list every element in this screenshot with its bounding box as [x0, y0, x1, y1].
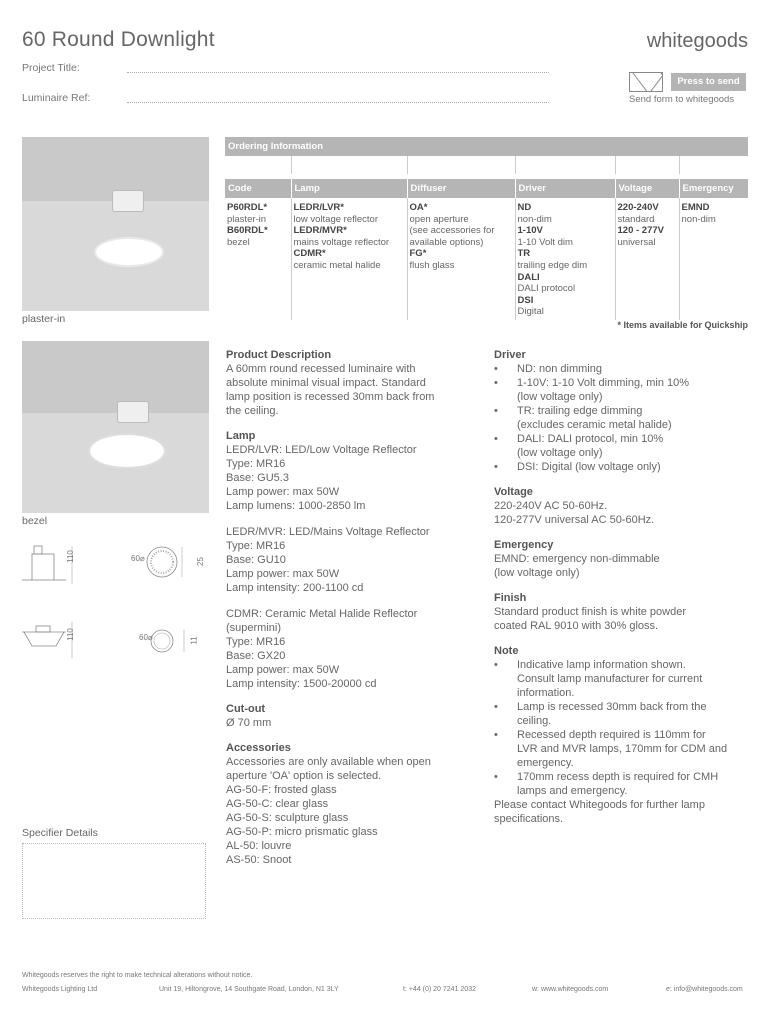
- col-driver: Driver: [515, 179, 615, 198]
- cell-code: P60RDL* plaster-in B60RDL* bezel: [225, 198, 291, 320]
- emergency-option: EMND: [681, 202, 710, 213]
- col-diffuser: Diffuser: [407, 179, 515, 198]
- lamp-heading: Lamp: [226, 430, 256, 442]
- lamp-option: LEDR/LVR*: [293, 202, 344, 213]
- code-option: P60RDL*: [227, 202, 268, 213]
- left-text-column: Product Description A 60mm round recessed luminaire with absolute minimal visual impact. Standard lamp position is recessed 30mm back from the ceiling. Lamp LEDR/LVR: LED/Low Voltage Reflector Type: MR16 Base: GU5.3 Lamp power: max 50W Lamp lumens: 1000-2850 lm LEDR/MVR: LED/Mains Voltage Reflector Type: MR16 Base: GU10 Lamp power: max 50W Lamp intensity: 200-1100 cd CDMR: Ceramic Metal Halide Reflector (supermini) Type: MR16 Base: GX20 Lamp power: max 50W Lamp intensity: 1500-20000 cd Cut-out Ø 70 mm Accessories Accessories are only available when open aperture 'OA' option is selected. AG-50-F: frosted glass AG-50-C: clear glass AG-50-S: sculpture glass AG-50-P: micro prismatic glass AL-50: louvre AS-50: Snoot: [226, 348, 481, 867]
- specifier-details-label: Specifier Details: [22, 827, 98, 839]
- voltage-heading: Voltage: [494, 486, 533, 498]
- project-title-label: Project Title:: [22, 62, 80, 74]
- plaster-in-height-dim: 110: [65, 550, 75, 563]
- footer-web-link[interactable]: w: www.whitegoods.com: [532, 986, 609, 993]
- specifier-details-field[interactable]: [22, 843, 206, 919]
- footer-address: Unit 19, Hiltongrove, 14 Southgate Road, London, N1 3LY: [159, 986, 339, 993]
- driver-heading: Driver: [494, 349, 526, 361]
- footer-phone: t: +44 (0) 20 7241 2032: [403, 986, 476, 993]
- list-item: • Lamp is recessed 30mm back from the ceiling.: [494, 700, 750, 728]
- brand-logo: whitegoods: [646, 30, 748, 52]
- list-item: • Indicative lamp information shown. Consult lamp manufacturer for current information.: [494, 658, 750, 700]
- quickship-note: * Items available for Quickship: [617, 320, 748, 330]
- driver-option: DSI: [517, 294, 534, 306]
- emergency-heading: Emergency: [494, 539, 554, 551]
- bezel-top-drawing: [148, 628, 192, 654]
- note-list: [494, 658, 750, 798]
- driver-option: TR: [517, 248, 531, 260]
- envelope-icon: [629, 72, 663, 92]
- cell-lamp: LEDR/LVR* low voltage reflector LEDR/MVR* mains voltage reflector CDMR* ceramic metal halide: [291, 198, 407, 320]
- col-emergency: Emergency: [679, 179, 748, 198]
- plaster-in-top-drawing: [140, 544, 190, 580]
- bezel-photo: [22, 341, 209, 513]
- bezel-depth-dim: 11: [189, 636, 199, 645]
- footer-disclaimer: Whitegoods reserves the right to make technical alterations without notice.: [22, 972, 253, 979]
- ordering-table: [225, 137, 748, 320]
- plaster-in-side-drawing: [22, 540, 82, 586]
- list-item: • DALI: DALI protocol, min 10% (low voltage only): [494, 432, 750, 460]
- list-item: • Recessed depth required is 110mm for LVR and MVR lamps, 170mm for CDM and emergency.: [494, 728, 750, 770]
- list-item: • TR: trailing edge dimming (excludes ceramic metal halide): [494, 404, 750, 432]
- product-description-heading: Product Description: [226, 349, 332, 361]
- col-voltage: Voltage: [615, 179, 679, 198]
- press-to-send-button[interactable]: Press to send: [671, 73, 746, 91]
- plaster-in-dia-dim: 60⌀: [131, 554, 145, 563]
- bezel-caption: bezel: [22, 515, 48, 527]
- diffuser-option: OA*: [409, 202, 428, 213]
- cell-emergency: EMND non-dim: [679, 198, 748, 320]
- send-form-caption: Send form to whitegoods: [629, 94, 735, 105]
- col-lamp: Lamp: [291, 179, 407, 198]
- driver-option: 1-10V: [517, 225, 543, 237]
- right-text-column: Driver • ND: non dimming • 1-10V: 1-10 Volt dimming, min 10% (low voltage only) • TR: trailing edge dimming (excludes ceramic metal halide) • DALI: DALI protocol, min 10% (low voltage only) • DSI: Digital (low voltage only) Voltage 220-240V AC 50-60Hz. 120-277V universal AC 50-60Hz. Emergency EMND: emergency non-dimmable (low voltage only) Finish Standard product finish is white powder coated RAL 9010 with 30% gloss. Note • Indicative lamp information shown. Consult lamp manufacturer for current information. • Lamp is recessed 30mm back from the ceiling. • Recessed depth required is 110mm for LVR and MVR lamps, 170mm for CDM and emergency. • 170mm recess depth is required for CMH lamps and emergency. Please contact Whitegoods for further lamp specifications.: [494, 348, 750, 826]
- bezel-dia-dim: 60⌀: [139, 633, 153, 642]
- accessories-heading: Accessories: [226, 742, 291, 754]
- page-title: 60 Round Downlight: [22, 28, 215, 51]
- footer-email-link[interactable]: e: info@whitegoods.com: [666, 986, 743, 993]
- voltage-option: 220-240V: [617, 202, 659, 213]
- driver-list: [494, 362, 750, 474]
- voltage-option: 120 - 277V: [617, 225, 664, 237]
- diffuser-option: FG*: [409, 248, 427, 260]
- plaster-in-photo: [22, 137, 209, 311]
- project-title-field[interactable]: [127, 72, 549, 73]
- lamp-option: CDMR*: [293, 248, 326, 260]
- driver-option: ND: [517, 202, 532, 213]
- finish-heading: Finish: [494, 592, 527, 604]
- list-item: • 170mm recess depth is required for CMH lamps and emergency.: [494, 770, 750, 798]
- col-code: Code: [225, 179, 291, 198]
- cutout-heading: Cut-out: [226, 703, 266, 715]
- code-option: B60RDL*: [227, 225, 268, 237]
- bezel-height-dim: 110: [65, 628, 75, 641]
- luminaire-ref-field[interactable]: [127, 102, 549, 103]
- cell-driver: ND non-dim 1-10V 1-10 Volt dim TR trailing edge dim DALI DALI protocol DSI Digital: [515, 198, 615, 320]
- cell-voltage: 220-240V standard 120 - 277V universal: [615, 198, 679, 320]
- cell-diffuser: OA* open aperture (see accessories for available options) FG* flush glass: [407, 198, 515, 320]
- list-item: • DSI: Digital (low voltage only): [494, 460, 750, 474]
- list-item: • ND: non dimming: [494, 362, 750, 376]
- luminaire-ref-label: Luminaire Ref:: [22, 92, 91, 104]
- plaster-in-caption: plaster-in: [22, 313, 66, 325]
- list-item: • 1-10V: 1-10 Volt dimming, min 10% (low voltage only): [494, 376, 750, 404]
- footer-company: Whitegoods Lighting Ltd: [22, 986, 98, 993]
- driver-option: DALI: [517, 271, 540, 283]
- lamp-option: LEDR/MVR*: [293, 225, 347, 237]
- ordering-banner: Ordering Information: [225, 137, 748, 156]
- note-heading: Note: [494, 645, 519, 657]
- plaster-in-depth-dim: 25: [195, 557, 205, 566]
